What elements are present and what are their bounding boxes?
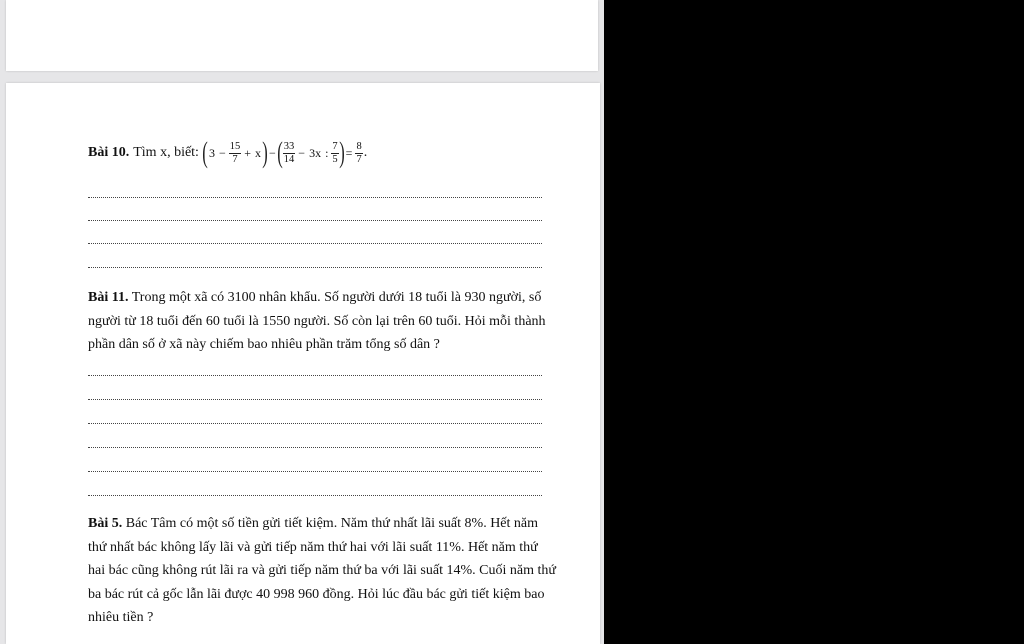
paren-open: ( <box>277 136 283 169</box>
math-expression <box>203 138 367 168</box>
answer-line <box>88 220 542 221</box>
previous-page <box>6 0 598 71</box>
paren-close: ) <box>338 136 345 169</box>
current-page <box>6 83 600 644</box>
term: 3x <box>309 145 322 160</box>
term: 3 <box>208 145 215 160</box>
period: . <box>363 145 368 160</box>
operator: − <box>269 145 276 160</box>
problem-11 <box>88 286 558 357</box>
black-background-area <box>604 0 1024 644</box>
operator: = <box>345 145 353 160</box>
answer-line <box>88 375 542 376</box>
paren-close: ) <box>262 136 268 169</box>
problem-10-text: Tìm x, biết: <box>133 145 199 160</box>
term: x <box>255 145 262 160</box>
fraction <box>283 141 296 166</box>
problem-5 <box>88 512 558 630</box>
problem-10 <box>88 135 367 171</box>
operator: − <box>218 145 226 160</box>
denominator: 5 <box>332 153 338 165</box>
problem-5-title: Bài 5. <box>88 516 123 531</box>
operator: : <box>325 145 329 160</box>
answer-line <box>88 197 542 198</box>
operator: − <box>298 145 306 160</box>
fraction <box>355 141 362 166</box>
fraction <box>331 141 338 166</box>
answer-line <box>88 423 542 424</box>
problem-11-text: Trong một xã có 3100 nhân khẩu. Số người dưới 18 tuổi là 930 người, số người từ 18 tuổi đến 60 tuổi là 1550 người. Số còn lại trên 60 tuổi. Hỏi mỗi thành phần dân số ở xã này chiếm bao nhiêu phần trăm tổng số dân ? <box>88 290 546 352</box>
problem-10-title: Bài 10. <box>88 145 130 160</box>
denominator: 7 <box>232 153 238 165</box>
answer-line <box>88 267 542 268</box>
fraction <box>229 141 242 166</box>
numerator: 15 <box>229 140 241 152</box>
answer-line <box>88 399 542 400</box>
answer-line <box>88 495 542 496</box>
answer-line <box>88 447 542 448</box>
numerator: 33 <box>283 140 295 152</box>
problem-11-title: Bài 11. <box>88 290 129 305</box>
denominator: 7 <box>356 153 362 165</box>
numerator: 7 <box>332 140 338 152</box>
operator: + <box>244 145 252 160</box>
denominator: 14 <box>283 153 295 165</box>
paren-open: ( <box>202 136 208 169</box>
problem-5-text: Bác Tâm có một số tiền gửi tiết kiệm. Năm thứ nhất lãi suất 8%. Hết năm thứ nhất bác không lấy lãi và gửi tiếp năm thứ hai với lãi suất 11%. Hết năm thứ hai bác cũng không rút lãi ra và gửi tiếp năm thứ ba với lãi suất 14%. Cuối năm thứ ba bác rút cả gốc lẫn lãi được 40 998 960 đồng. Hỏi lúc đầu bác gửi tiết kiệm bao nhiêu tiền ? <box>88 516 556 625</box>
answer-line <box>88 471 542 472</box>
numerator: 8 <box>356 140 362 152</box>
answer-line <box>88 243 542 244</box>
